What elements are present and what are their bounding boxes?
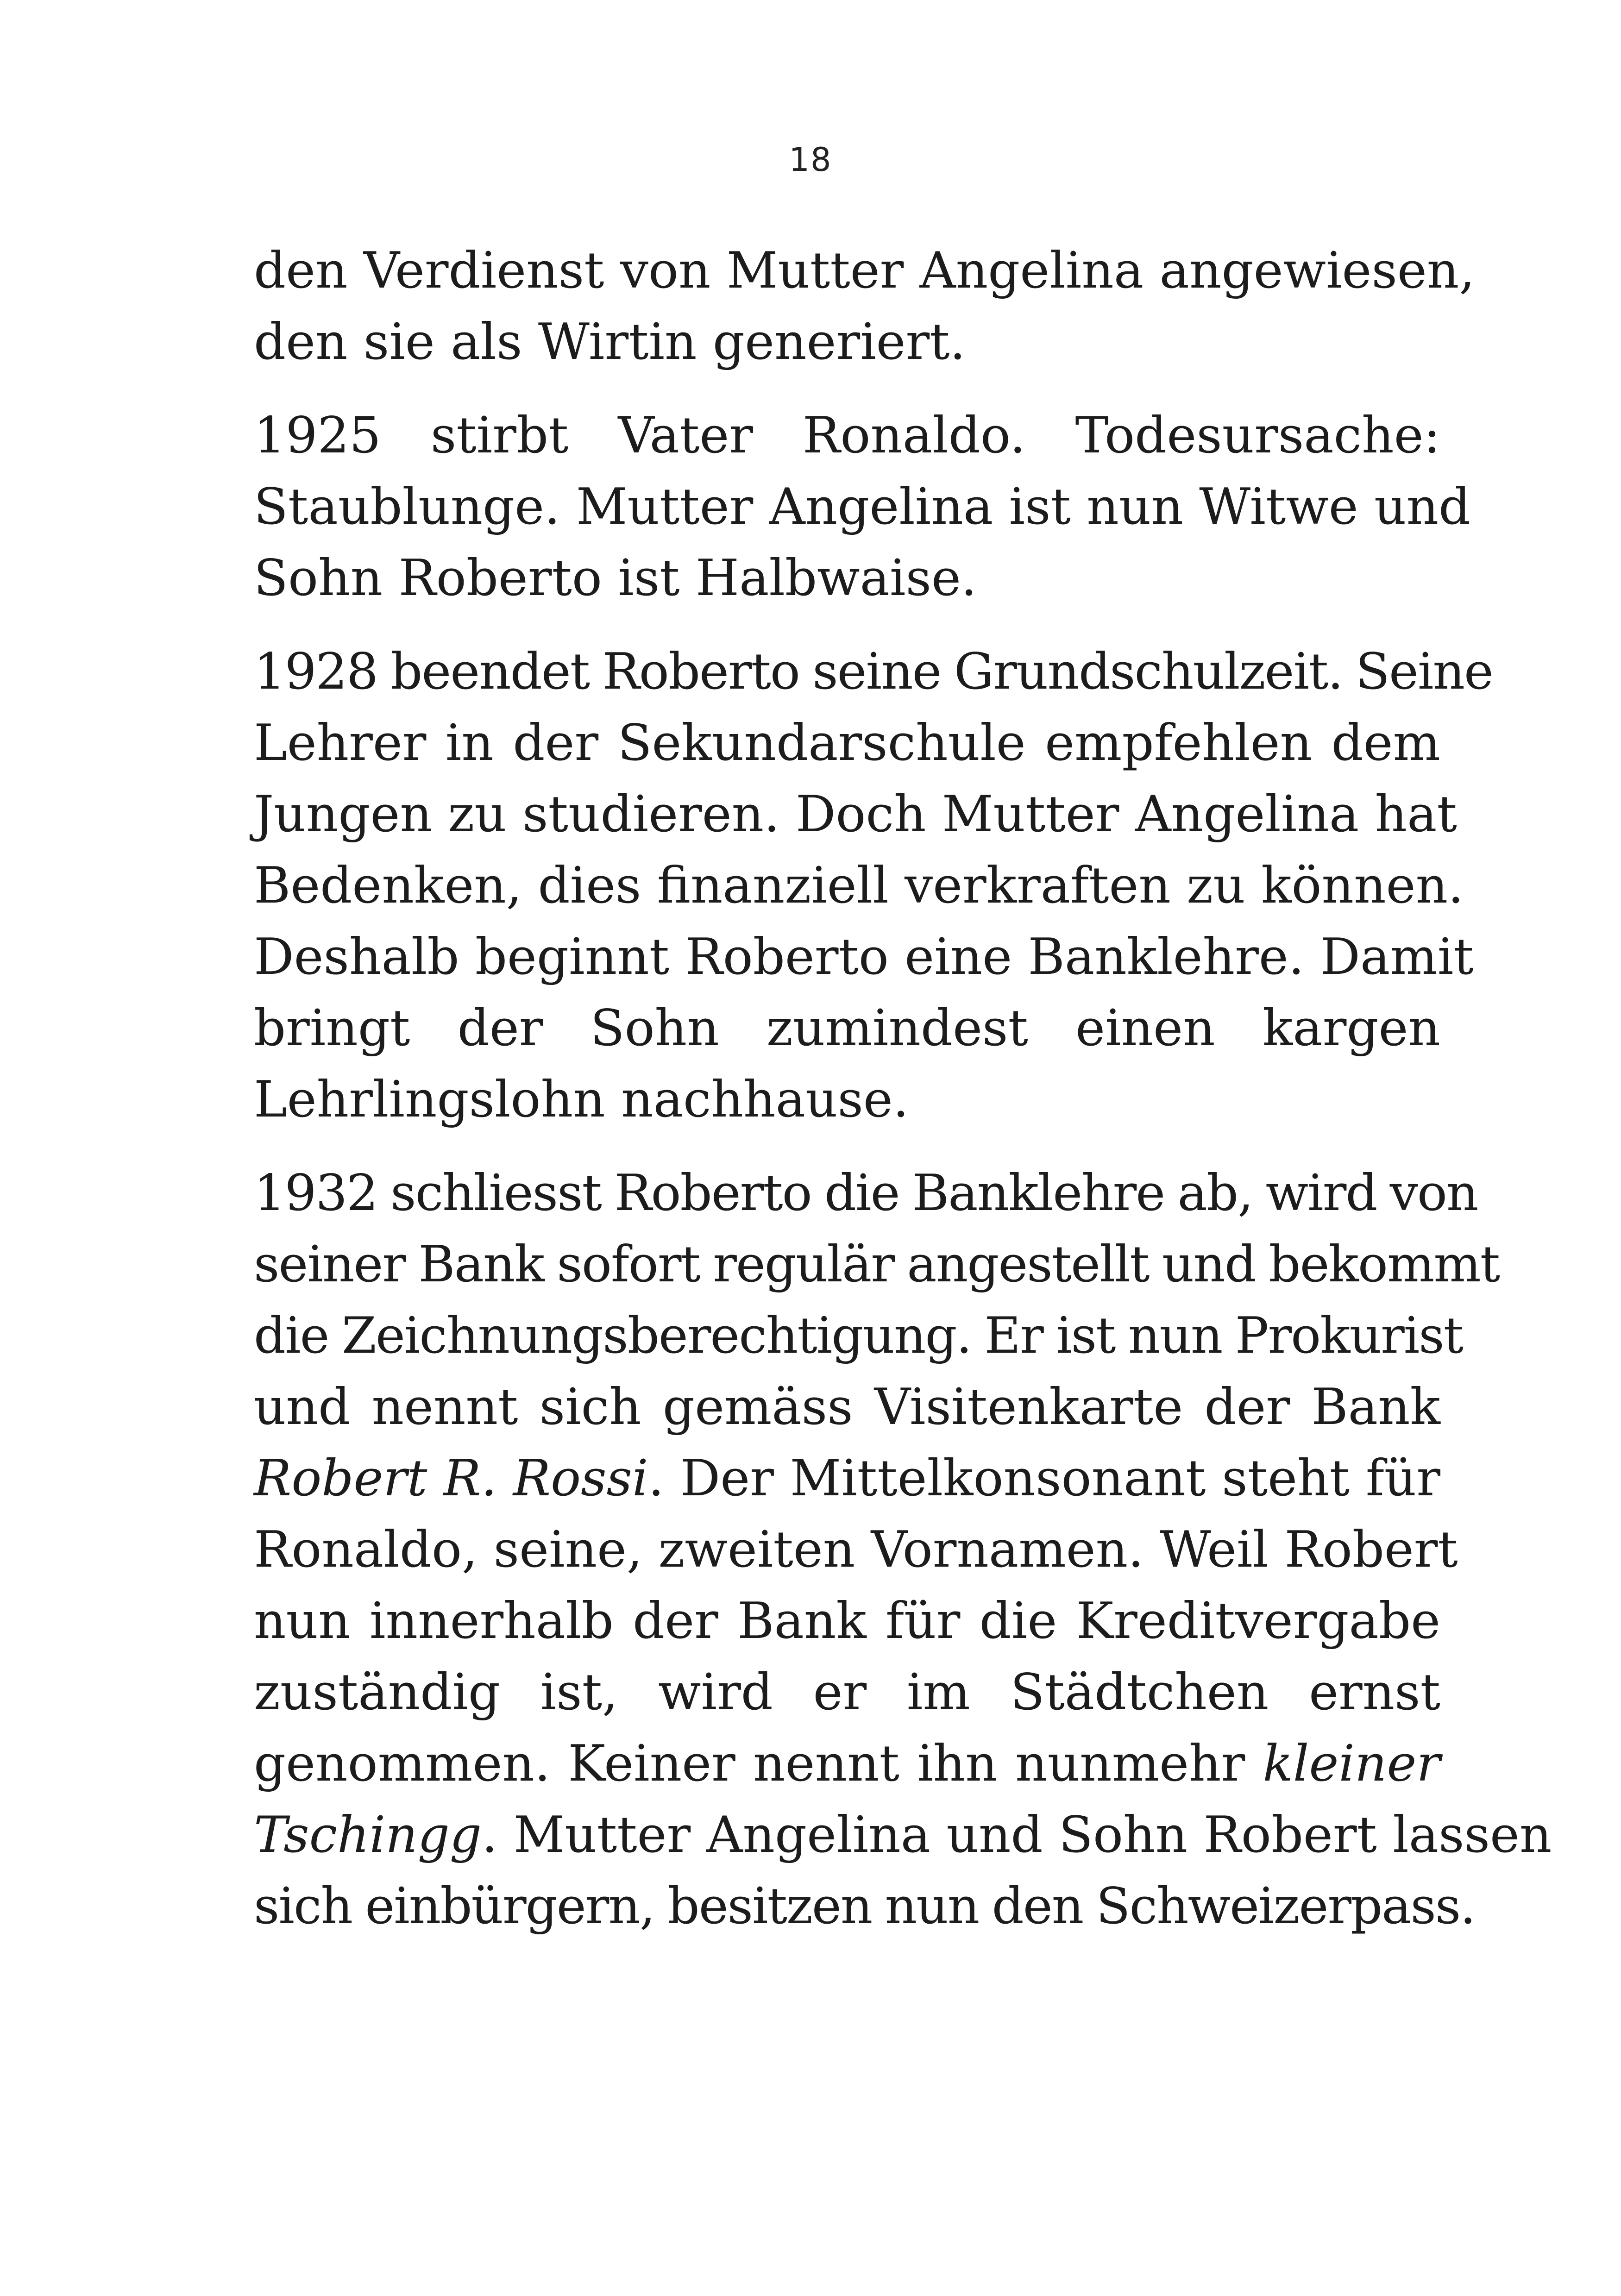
- text-line: nun innerhalb der Bank für die Kreditvergabe: [254, 1592, 1440, 1650]
- text-line: bringt der Sohn zumindest einen kargen: [254, 999, 1440, 1057]
- page-number: 18: [789, 141, 832, 179]
- italic-word: kleiner: [1263, 1735, 1440, 1793]
- text-line: den Verdienst von Mutter Angelina angewiesen,: [254, 242, 1475, 300]
- text-line: die Zeichnungsberechtigung. Er ist nun Prokurist: [254, 1307, 1463, 1365]
- text-line: Bedenken, dies finanziell verkraften zu können.: [254, 857, 1464, 915]
- paragraph-3: [254, 636, 1493, 1135]
- text-line: Ronaldo, seine, zweiten Vornamen. Weil Robert: [254, 1521, 1458, 1579]
- text-line: den sie als Wirtin generiert.: [254, 313, 966, 371]
- text-line: und nennt sich gemäss Visitenkarte der Bank: [254, 1378, 1440, 1436]
- text-line: sich einbürgern, besitzen nun den Schweizerpass.: [254, 1877, 1475, 1935]
- text-line: zuständig ist, wird er im Städtchen ernst: [254, 1663, 1440, 1721]
- text-line: Deshalb beginnt Roberto eine Banklehre. Damit: [254, 928, 1474, 986]
- italic-word: Tschingg: [254, 1806, 482, 1864]
- text-line: Jungen zu studieren. Doch Mutter Angelina hat: [254, 785, 1457, 843]
- body-text: [254, 235, 1552, 1964]
- text-fragment: . Mutter Angelina und Sohn Robert lassen: [482, 1806, 1552, 1864]
- text-line-with-italic: [254, 1728, 1440, 1800]
- paragraph-2: [254, 400, 1471, 614]
- text-line-with-italic: [254, 1443, 1440, 1514]
- text-line: Sohn Roberto ist Halbwaise.: [254, 549, 977, 607]
- text-line: Staublunge. Mutter Angelina ist nun Witwe und: [254, 478, 1471, 536]
- text-line-with-italic: [254, 1800, 1552, 1871]
- text-line: Lehrlingslohn nachhause.: [254, 1071, 909, 1129]
- text-line: 1928 beendet Roberto seine Grundschulzeit. Seine: [254, 643, 1493, 701]
- text-line: Lehrer in der Sekundarschule empfehlen dem: [254, 714, 1440, 772]
- text-line: 1932 schliesst Roberto die Banklehre ab, wird von: [254, 1164, 1478, 1222]
- text-line: 1925 stirbt Vater Ronaldo. Todesursache:: [254, 407, 1440, 464]
- italic-name: Robert R. Rossi: [254, 1449, 648, 1507]
- paragraph-1: [254, 235, 1475, 378]
- paragraph-4: [254, 1158, 1552, 1942]
- text-line: seiner Bank sofort regulär angestellt und bekommt: [254, 1236, 1500, 1293]
- text-fragment: . Der Mittelkonsonant steht für: [648, 1449, 1440, 1507]
- text-fragment: genommen. Keiner nennt ihn nunmehr: [254, 1735, 1263, 1793]
